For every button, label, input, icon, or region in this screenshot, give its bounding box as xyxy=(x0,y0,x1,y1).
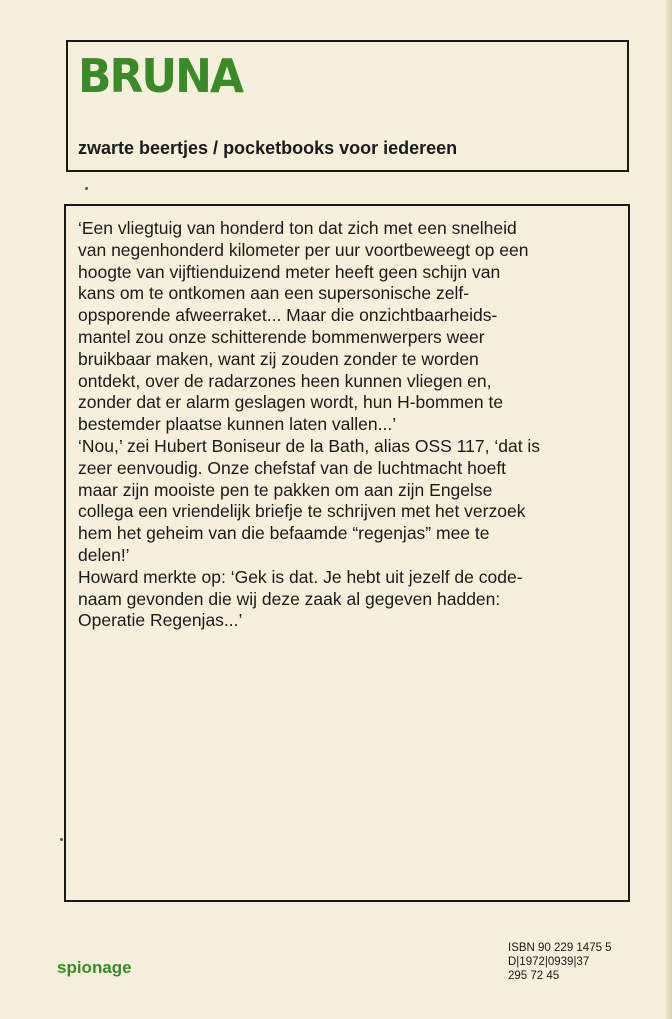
publisher-logo: BRUNA xyxy=(78,50,243,104)
isbn-block xyxy=(508,941,612,983)
print-speck xyxy=(60,838,63,841)
blurb-line: Operatie Regenjas...’ xyxy=(78,610,243,631)
blurb-line: ‘Nou,’ zei Hubert Boniseur de la Bath, alias OSS 117, ‘dat is xyxy=(78,435,541,456)
blurb-line: kans om te ontkomen aan een supersonische zelf- xyxy=(78,283,470,304)
blurb-line: ontdekt, over de radarzones heen kunnen vliegen en, xyxy=(78,370,492,391)
blurb-line: maar zijn mooiste pen te pakken om aan zijn Engelse xyxy=(78,479,493,500)
blurb-line: delen!’ xyxy=(78,544,130,565)
page-edge xyxy=(666,0,672,1019)
blurb-line: bestemder plaatse kunnen laten vallen...’ xyxy=(78,414,397,435)
isbn-line: D|1972|0939|37 xyxy=(508,956,590,968)
publisher-box xyxy=(66,40,629,172)
blurb-line: zonder dat er alarm geslagen wordt, hun H-bommen te xyxy=(78,392,504,413)
blurb-line: mantel zou onze schitterende bommenwerpers weer xyxy=(78,326,485,347)
series-tagline: zwarte beertjes / pocketbooks voor iedereen xyxy=(78,138,458,158)
blurb-line: bruikbaar maken, want zij zouden zonder te worden xyxy=(78,348,479,369)
blurb-line: van negenhonderd kilometer per uur voortbeweegt op een xyxy=(78,239,529,260)
blurb-line: hoogte van vijftienduizend meter heeft geen schijn van xyxy=(78,261,501,282)
blurb-line: Howard merkte op: ‘Gek is dat. Je hebt uit jezelf de code- xyxy=(78,566,523,587)
genre-label: spionage xyxy=(57,958,132,977)
blurb-line: hem het geheim van die befaamde “regenjas” mee te xyxy=(78,523,490,544)
blurb-line: opsporende afweerraket... Maar die onzichtbaarheids- xyxy=(78,305,498,326)
blurb-line: collega een vriendelijk briefje te schrijven met het verzoek xyxy=(78,501,526,522)
print-speck xyxy=(85,187,88,190)
blurb-box xyxy=(64,204,630,902)
blurb-line: ‘Een vliegtuig van honderd ton dat zich met een snelheid xyxy=(78,218,517,238)
blurb-line: zeer eenvoudig. Onze chefstaf van de luchtmacht hoeft xyxy=(78,457,507,478)
isbn-line: ISBN 90 229 1475 5 xyxy=(508,942,612,954)
blurb-line: naam gevonden die wij deze zaak al gegeven hadden: xyxy=(78,588,501,609)
blurb-text xyxy=(78,218,618,632)
isbn-line: 295 72 45 xyxy=(508,970,560,982)
